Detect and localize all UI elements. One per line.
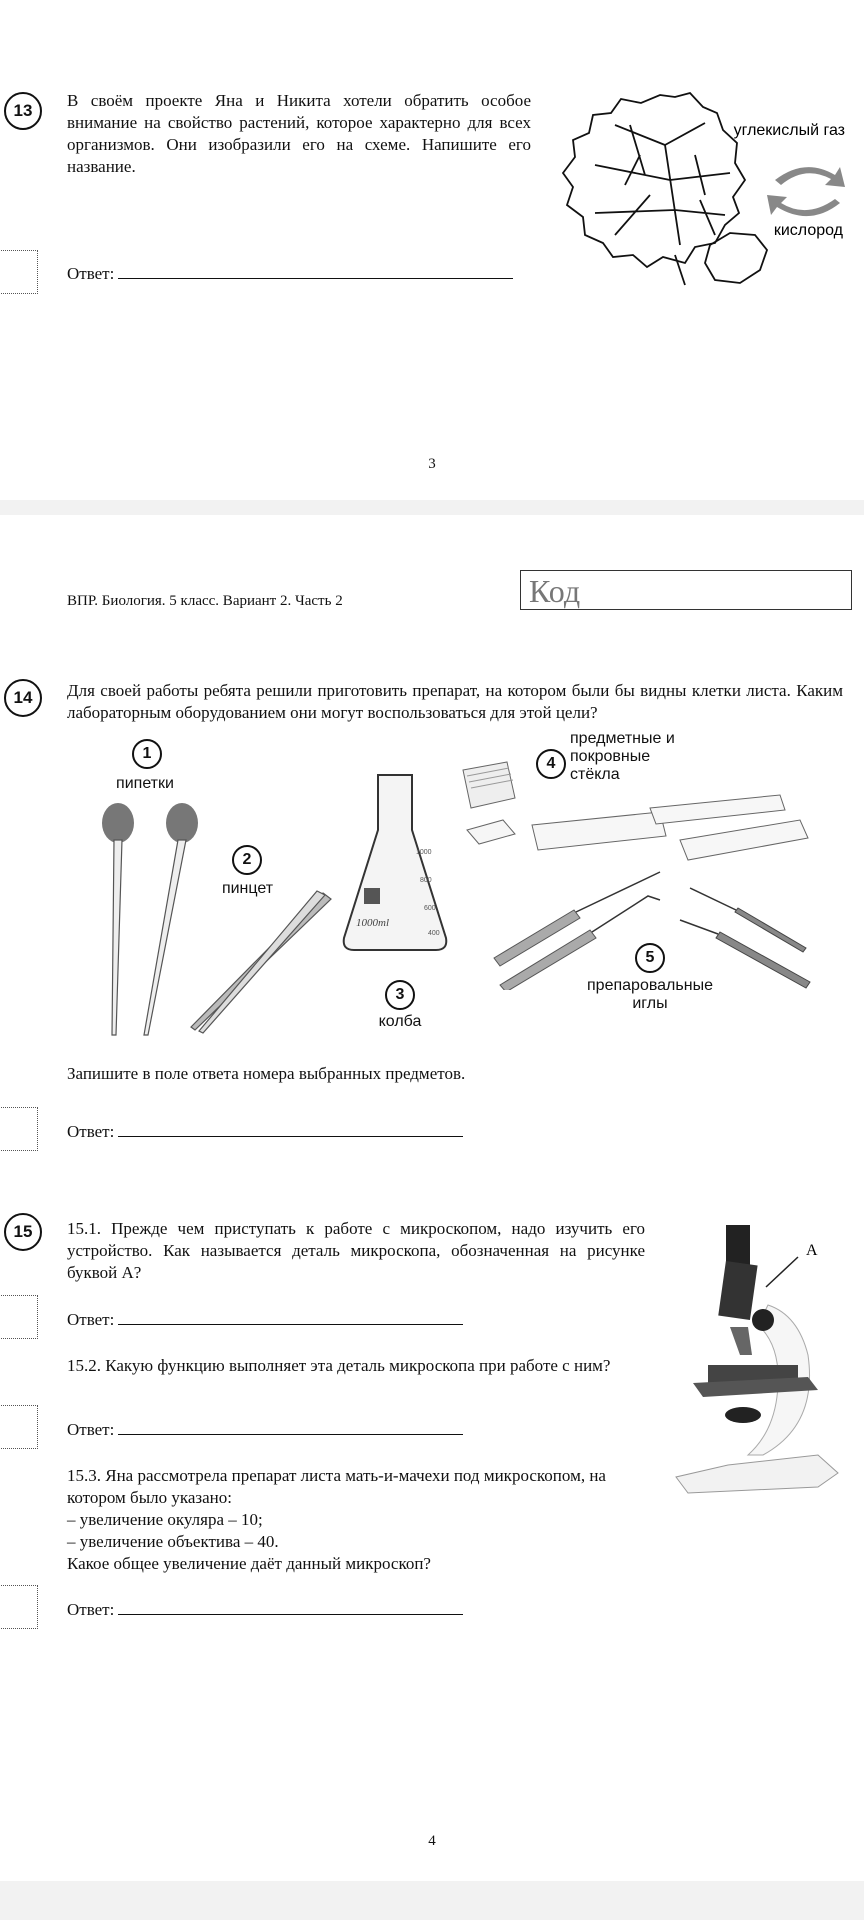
item-number-2: 2: [232, 845, 262, 875]
answer-label: Ответ:: [67, 1420, 115, 1439]
item-label-needles: препаровальные иглы: [587, 977, 713, 1012]
answer-box-15-2[interactable]: [0, 1405, 38, 1449]
item-label-pipettes: пипетки: [116, 775, 174, 792]
flask-mark-800: 800: [420, 877, 432, 884]
question-number-13: 13: [4, 92, 42, 130]
question-number-15: 15: [4, 1213, 42, 1251]
answer-label: Ответ:: [67, 264, 115, 283]
page-3: [0, 0, 864, 500]
o2-label: кислород: [773, 222, 843, 239]
page-4: [0, 515, 864, 1881]
answer-line-15-1[interactable]: [118, 1308, 463, 1325]
answer-line-13[interactable]: [118, 262, 513, 279]
microscope-icon: [668, 1215, 848, 1505]
answer-line-14[interactable]: [118, 1120, 463, 1137]
question-15-3-line: – увеличение окуляра – 10;: [67, 1510, 263, 1529]
flask-volume-label: 1000ml: [356, 917, 389, 929]
co2-label: углекислый газ: [733, 122, 845, 139]
page-number-4: 4: [428, 1833, 436, 1849]
answer-label: Ответ:: [67, 1122, 115, 1141]
cycle-arrows-icon: [767, 167, 845, 216]
answer-box-13[interactable]: [0, 250, 38, 294]
question-14-text: Для своей работы ребята решили приготовить препарат, на котором были бы видны клетки листа. Каким лабораторным оборудованием они могут воспользоваться для этой цели?: [67, 681, 843, 722]
question-14-instruction: Запишите в поле ответа номера выбранных предметов.: [67, 1064, 466, 1083]
answer-box-15-1[interactable]: [0, 1295, 38, 1339]
question-15-2-text: 15.2. Какую функцию выполняет эта деталь микроскопа при работе с ним?: [67, 1356, 611, 1375]
equipment-figure: [60, 730, 840, 1045]
item-number-5: 5: [635, 943, 665, 973]
item-number-3: 3: [385, 980, 415, 1010]
answer-box-14[interactable]: [0, 1107, 38, 1151]
question-15-3-line: Какое общее увеличение даёт данный микроскоп?: [67, 1554, 431, 1573]
tweezers-icon: [185, 885, 335, 1035]
answer-15-3: [67, 1598, 463, 1620]
item-label-tweezers: пинцет: [221, 880, 274, 897]
flask-icon: [340, 770, 450, 960]
question-15-3-line: 15.3. Яна рассмотрела препарат листа мать-и-мачехи под микроскопом, на котором было указано:: [67, 1466, 606, 1507]
answer-label: Ответ:: [67, 1310, 115, 1329]
answer-13: [67, 262, 513, 284]
answer-15-1: [67, 1308, 463, 1330]
question-13-text: В своём проекте Яна и Никита хотели обратить особое внимание на свойство растений, которое характерно для всех организмов. Они изобразили его на схеме. Напишите его название.: [67, 91, 531, 176]
question-15-3: [67, 1465, 645, 1575]
page-number-3: 3: [428, 456, 436, 472]
answer-box-15-3[interactable]: [0, 1585, 38, 1629]
answer-label: Ответ:: [67, 1600, 115, 1619]
question-number-14: 14: [4, 679, 42, 717]
flask-mark-400: 400: [428, 930, 440, 937]
item-label-flask: колба: [378, 1013, 422, 1030]
flask-mark-1000: 1000: [416, 849, 432, 856]
question-15-1-text: 15.1. Прежде чем приступать к работе с микроскопом, надо изучить его устройство. Как называется деталь микроскопа, обозначенная на рисунке буквой А?: [67, 1219, 645, 1282]
answer-line-15-2[interactable]: [118, 1418, 463, 1435]
leaf-gas-exchange-figure: [555, 85, 855, 295]
item-label-slides: предметные и покровные стёкла: [570, 730, 675, 783]
code-field[interactable]: Код: [520, 570, 852, 610]
slide-box-icon: [455, 750, 525, 850]
header-title: ВПР. Биология. 5 класс. Вариант 2. Часть 2: [67, 593, 343, 609]
answer-14: [67, 1120, 463, 1142]
answer-15-2: [67, 1418, 463, 1440]
item-number-1: 1: [132, 739, 162, 769]
dissecting-needles-icon: [490, 870, 830, 990]
microscope-letter-label: А: [806, 1242, 818, 1259]
question-15-3-line: – увеличение объектива – 40.: [67, 1532, 279, 1551]
glass-slides-icon: [530, 780, 810, 880]
flask-mark-600: 600: [424, 905, 436, 912]
answer-line-15-3[interactable]: [118, 1598, 463, 1615]
item-number-4: 4: [536, 749, 566, 779]
